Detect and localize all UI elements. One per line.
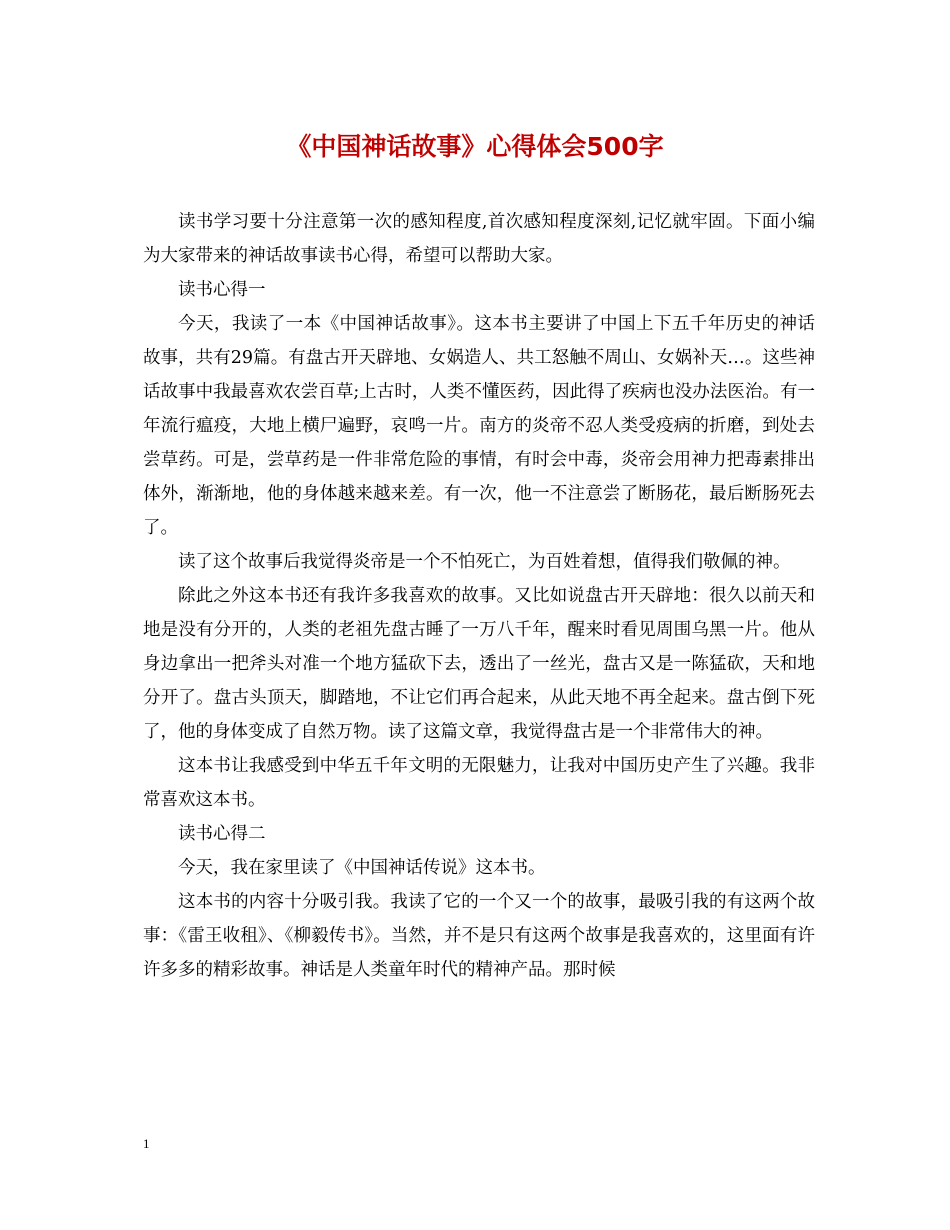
document-body (143, 205, 815, 987)
section-heading-1: 读书心得一 (178, 280, 266, 300)
paragraph: 今天，我读了一本《中国神话故事》。这本书主要讲了中国上下五千年历史的神话故事，共有29篇。有盘古开天辟地、女娲造人、共工怒触不周山、女娲补天…。这些神话故事中我最喜欢农尝百草;上古时，人类不懂医药，因此得了疾病也没办法医治。有一年流行瘟疫，大地上横尸遍野，哀鸣一片。南方的炎帝不忍人类受疫病的折磨，到处去尝草药。可是，尝草药是一件非常危险的事情，有时会中毒，炎帝会用神力把毒素排出体外，渐渐地，他的身体越来越来差。有一次，他一不注意尝了断肠花，最后断肠死去了。 (143, 314, 815, 538)
paragraph: 这本书让我感受到中华五千年文明的无限魅力，让我对中国历史产生了兴趣。我非常喜欢这本书。 (143, 756, 815, 810)
paragraph: 今天，我在家里读了《中国神话传说》这本书。 (178, 858, 546, 878)
paragraph: 这本书的内容十分吸引我。我读了它的一个又一个的故事，最吸引我的有这两个故事：《雷王收租》、《柳毅传书》。当然，并不是只有这两个故事是我喜欢的，这里面有许许多多的精彩故事。神话是人类童年时代的精神产品。那时候 (143, 892, 815, 980)
paragraph: 除此之外这本书还有我许多我喜欢的故事。又比如说盘古开天辟地：很久以前天和地是没有分开的，人类的老祖先盘古睡了一万八千年，醒来时看见周围乌黑一片。他从身边拿出一把斧头对准一个地方猛砍下去，透出了一丝光，盘古又是一陈猛砍，天和地分开了。盘古头顶天，脚踏地，不让它们再合起来，从此天地不再全起来。盘古倒下死了，他的身体变成了自然万物。读了这篇文章，我觉得盘古是一个非常伟大的神。 (143, 586, 815, 742)
page-number: 1 (143, 1136, 150, 1151)
page-title: 《中国神话故事》心得体会500字 (286, 132, 664, 161)
paragraph: 读了这个故事后我觉得炎帝是一个不怕死亡，为百姓着想，值得我们敬佩的神。 (178, 552, 791, 572)
section-heading-2: 读书心得二 (178, 824, 266, 844)
paragraph-intro: 读书学习要十分注意第一次的感知程度,首次感知程度深刻,记忆就牢固。下面小编为大家带来的神话故事读书心得，希望可以帮助大家。 (143, 212, 815, 266)
